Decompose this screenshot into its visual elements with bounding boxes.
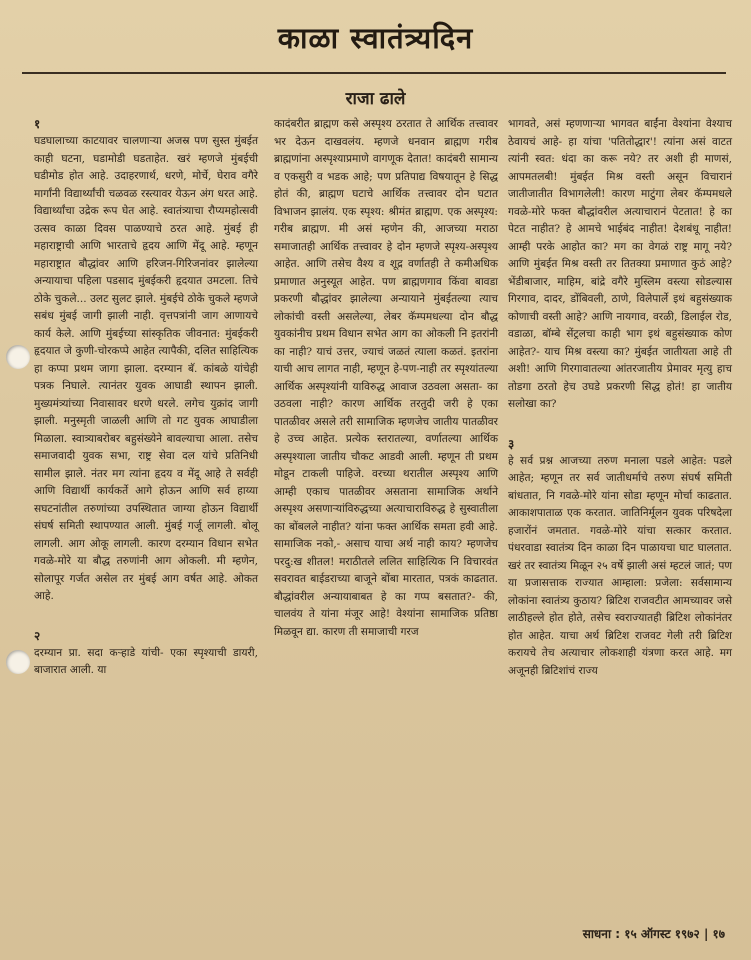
title-rule: [22, 72, 726, 74]
paragraph: दरम्यान प्रा. सदा कऱ्हाडे यांची- एका स्पृश्याची डायरी, बाजारात आली. या: [34, 646, 258, 676]
paragraph: भागवते, असं म्हणणाऱ्या भागवत बाईंना वेश्यांना वेश्याच ठेवायचं आहे- हा यांचा 'पतितोद्धार'! त्यांना असं वाटत त्यांनी स्वत: धंदा का करू नये? तर अशी ही माणसं, आपमतलबी! मुंबईत मिश्र वस्ती असून विचारानं जातीजातीत विभागलेली! कारण माटुंगा लेबर कॅम्पमधले गवळे-मोरे फक्त बौद्धांवरील अत्याचारानं पेटतात! हे का पेटत नाहीत? हे आमचे भाईबंद नाहीत! देशबंधू नाहीत! आम्ही परके आहोत का? मग का वेगळं राष्ट्र मागू नये? आणि मुंबईत मिश्र वस्ती तर तितक्या प्रमाणात कुठं आहे? भेंडीबाजार, माहिम, बांद्रे वगैरे मुस्लिम वस्त्या सोडल्यास गिरगाव, दादर, डोंबिवली, ठाणे, विलेपार्ले इथं बहुसंख्याक कोणाची वस्ती आहे? आणि नायगाव, वरळी, डिलाईल रोड, वडाळा, बॉम्बे सेंट्रलचा काही भाग इथं बहुसंख्याक कोण आहेत?- याच मिश्र वस्त्या का? मुंबईत जातीयता आहे ती अशी! आणि गिरगावातल्या आंतरजातीय प्रेमावर मृत्यु हाच तोडगा ठरतो हेच उघडे प्रकरणी सिद्ध होतं! हा जातीय सलोखा का?: [508, 118, 732, 410]
column-3: [508, 116, 732, 680]
article-author: राजा ढाले: [345, 89, 406, 109]
punch-hole: [6, 345, 30, 369]
section-number: ३: [508, 436, 515, 451]
column-1: [34, 116, 258, 680]
column-2: [274, 116, 498, 641]
paragraph: हे सर्व प्रश्न आजच्या तरुण मनाला पडले आहेत: पडले आहेत; म्हणून तर सर्व जातीधर्माचे तरुण संघर्ष समिती बांधतात, नि गवळे-मोरे यांना सोडा म्हणून मोर्चा काढतात. आकाशपाताळ एक करतात. जातिनिर्मूलन युवक परिषदेला हजारोंनं जमतात. गवळे-मोरे यांचा सत्कार करतात. पंधरवाडा स्वातंत्र्य दिन काळा दिन पाळायचा घाट घालतात. खरं तर स्वातंत्र्य मिळून २५ वर्षे झाली असं म्हटलं जातं; पण या प्रजासत्ताक राज्यात आम्हाला: प्रजेला: सर्वसामान्य लोकांना स्वातंत्र्य कुठाय? ब्रिटिश राजवटीत आमच्यावर जसे लाठीहल्ले होत होते, तसेच स्वराज्यातही ब्रिटिश लोकांनंतर होत आहेत. याचा अर्थ ब्रिटिश राजवट गेली तरी ब्रिटिश करायचे तेच अत्याचार लोकशाही यंत्रणा करत आहे. मग अजूनही ब्रिटिशांचं राज्य: [508, 454, 732, 677]
page-footer: साधना : १५ ऑगस्ट १९७२ | १७: [582, 927, 725, 941]
paragraph: घडघालाच्या काटयावर चालणाऱ्या अजस्र पण सुस्त मुंबईत काही घटना, घडामोडी घडताहेत. खरं म्हणजे मुंबईची घडीमोड होत आहे. उदाहरणार्थ, धरणे, मोर्चे, घेराव वगैरे मार्गांनी विद्यार्थ्यांची चळवळ रस्त्यावर येऊन अंग धरत आहे. विद्यार्थ्यांचा उद्रेक रूप घेत आहे. स्वातंत्र्याचा रौप्यमहोत्सवी उत्सव काळा दिवस पाळण्याचे ठरत आहे. मुंबई ही महाराष्ट्राची आणि भारताचे हृदय आणि मेंदू आहे. म्हणून महाराष्ट्रात बौद्धांवर आणि हरिजन-गिरिजनांवर झालेल्या अन्यायाचा पहिला पडसाद मुंबईकरी हृदयात उमटला. तिचे ठोके चुकले... उलट सुलट झाले. मुंबईचे ठोके चुकले म्हणजे सबंध मुंबई जागी झाली नाही. वृत्तपत्रांनी जाग आणायचे कार्य केले. आणि मुंबईच्या सांस्कृतिक जीवनात: मुंबईकरी हृदयात जे कुणी-चोरकप्पे आहेत त्यापैकी, दलित साहित्यिक हा कप्पा प्रथम जागा झाला. दरम्यान बॅ. कांबळे यांचेही पत्रक निघाले. त्यानंतर युवक आघाडी स्थापन झाली. मुख्यमंत्र्यांच्या निवासावर धरणे धरले. लगेच युक्रांद जागी झाली. मनुस्मृती जाळली आणि तो गट युवक आघाडीला मिळाला. स्वात्र्याबरोबर बहुसंख्येने बावल्याचा आला. तसेच समाजवादी युवक सभा, राष्ट्र सेवा दल यांचे प्रतिनिधी सामील झाले. नंतर मग त्यांना हृदय व मेंदू आहे ते सर्वही आणि विद्यार्थी कार्यकर्ते आगे होऊन आणि सर्व हाय्या सघटनांतील तरुणांच्या उपस्थितात जाग्या होऊन विद्यार्थी संघर्ष समिती स्थापण्यात आली. मुंबई गर्जू लागली. बोलू लागली. आग ओकू लागली. कारण दरम्यान विधान सभेत गवळे-मोरे या बौद्ध तरुणांनी आग ओकली. मी म्हणेन, सोलापूर गर्जत असेल तर मुंबई आग वर्षत आहे. ओकत आहे.: [34, 135, 258, 602]
punch-hole: [6, 650, 30, 674]
paragraph: कादंबरीत ब्राह्मण कसे अस्पृश्य ठरतात ते आर्थिक तत्त्वावर भर देऊन दाखवलंय. म्हणजे धनवान ब्राह्मण गरीब ब्राह्मणांना अस्पृश्याप्रमाणे वागणूक देतात! कादंबरी सामान्य व एकसुरी व भडक आहे; पण प्रतिपाद्य विषयातून हे सिद्ध होतं की, ब्राह्मण घटाचे आर्थिक तत्त्वावर दोन घटात विभाजन झालंय. एक स्पृश्य: श्रीमंत ब्राह्मण. एक अस्पृश्य: गरीब ब्राह्मण. मी असं म्हणेन की, आजच्या मराठा समाजातही आर्थिक तत्त्वावर हे दोन म्हणजे स्पृश्य-अस्पृश्य आहेत. आणि तसेच वैश्य व शूद्र वर्णातही ते कमीअधिक प्रमाणात अनुस्यूत आहेत. पण ब्राह्मणगाव किंवा बावडा प्रकरणी बौद्धांवर झालेल्या अन्यायाने मुंबईतल्या त्याच लोकांची वस्ती असलेल्या, लेबर कॅम्पमधल्या दोन बौद्ध युवकांनीच प्रथम विधान सभेत आग का ओकली नि इतरांनी का नाही? याचं उत्तर, ज्याचं जळतं त्याला कळतं. इतरांना याची आच लागत नाही, म्हणून हे-पण-नाही तर स्पृश्यांतल्या आर्थिक अस्पृश्यांनी याविरुद्ध आवाज उठवला असता- का उठवला नाही? कारण आर्थिक तरतुदी जरी हे एका पातळीवर असले तरी सामाजिक म्हणजेच जातीय पातळीवर हे उच्च आहेत. प्रत्येक स्तरातल्या, वर्णातल्या आर्थिक अस्पृश्याला जातीय चौकट आडवी आली. म्हणून ती प्रथम मोडून टाकली पाहिजे. वरच्या थरातील अस्पृश्य आणि आम्ही एकाच पातळीवर असताना सामाजिक अर्थाने अस्पृश्य असणाऱ्यांविरुद्धच्या अत्याचाराविरुद्ध हे सुस्वातीला का बोंबलले नाहीत? यांना फक्त आर्थिक समता हवी आहे. सामाजिक नको,- असाच याचा अर्थ नाही काय? म्हणजेच परदु:ख शीतल! मराठीतले ललित साहित्यिक नि विचारवंत सवरावत बाईडराच्या बाजूने बोंबा मारतात, पत्रकं काढतात. बौद्धांवरील अन्यायाबाबत हे का गप्प बसतात?- की, चालवंय ते यांना मंजूर आहे! वेश्यांना सामाजिक प्रतिष्ठा मिळवून द्या. कारण ती समाजाची गरज: [274, 118, 498, 638]
section-number: २: [34, 628, 41, 643]
article-title: काळा स्वातंत्र्यदिन: [277, 21, 474, 55]
section-number: १: [34, 117, 41, 131]
